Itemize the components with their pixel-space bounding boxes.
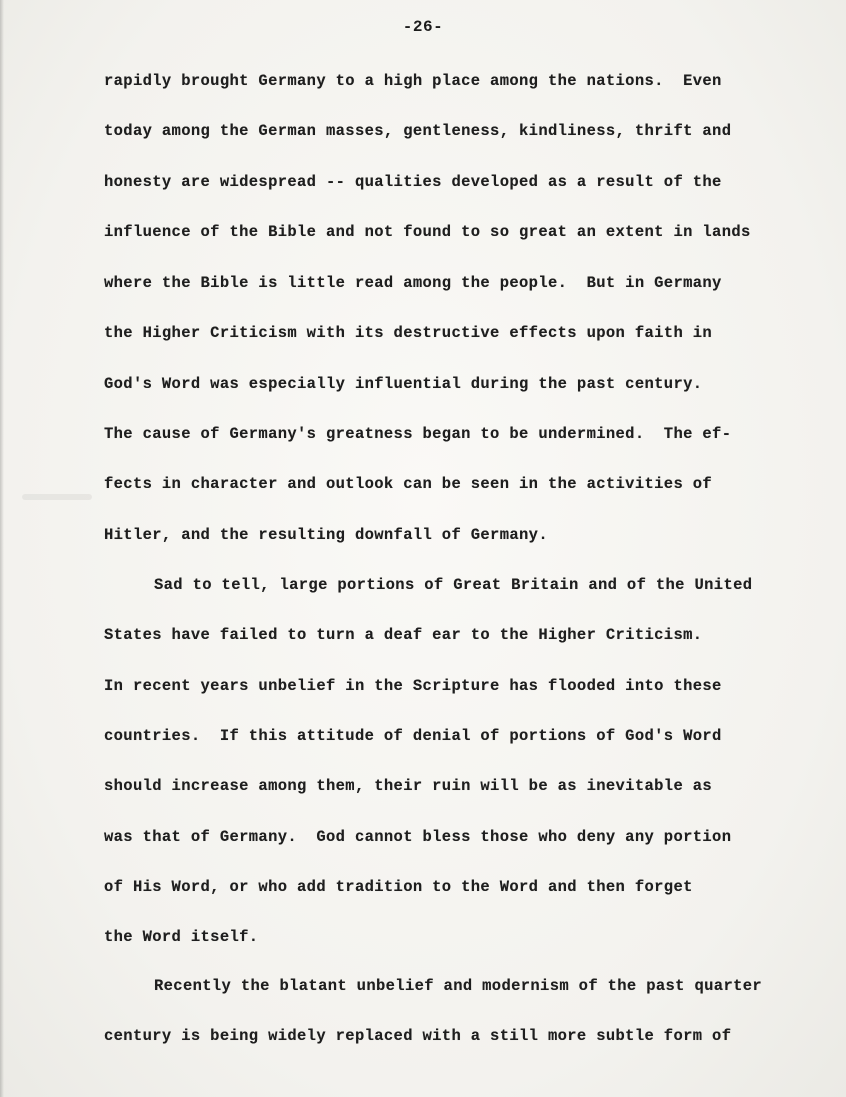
page-number: -26- [402,18,444,36]
text-line: honesty are widespread -- qualities developed as a result of the [104,173,722,191]
text-line: should increase among them, their ruin will be as inevitable as [104,777,713,795]
text-line: rapidly brought Germany to a high place among the nations. Even [104,72,722,90]
paper-smudge [22,494,92,500]
text-line: Recently the blatant unbelief and modernism of the past quarter [154,977,763,995]
text-line: In recent years unbelief in the Scripture has flooded into these [104,677,722,695]
text-line: the Word itself. [104,928,259,946]
text-line: influence of the Bible and not found to so great an extent in lands [104,223,751,241]
text-line: Hitler, and the resulting downfall of Germany. [104,526,548,544]
text-line: today among the German masses, gentleness, kindliness, thrift and [104,122,732,140]
text-line: century is being widely replaced with a still more subtle form of [104,1027,732,1045]
text-line: Sad to tell, large portions of Great Britain and of the United [154,576,753,594]
text-line: where the Bible is little read among the people. But in Germany [104,274,722,292]
text-line: fects in character and outlook can be seen in the activities of [104,475,713,493]
text-line: the Higher Criticism with its destructive effects upon faith in [104,324,713,342]
text-line: States have failed to turn a deaf ear to the Higher Criticism. [104,626,703,644]
text-line: of His Word, or who add tradition to the Word and then forget [104,878,693,896]
text-line: God's Word was especially influential during the past century. [104,375,703,393]
text-line: The cause of Germany's greatness began to be undermined. The ef- [104,425,732,443]
text-line: countries. If this attitude of denial of portions of God's Word [104,727,722,745]
page-edge-shadow [0,0,4,1097]
text-line: was that of Germany. God cannot bless those who deny any portion [104,828,732,846]
